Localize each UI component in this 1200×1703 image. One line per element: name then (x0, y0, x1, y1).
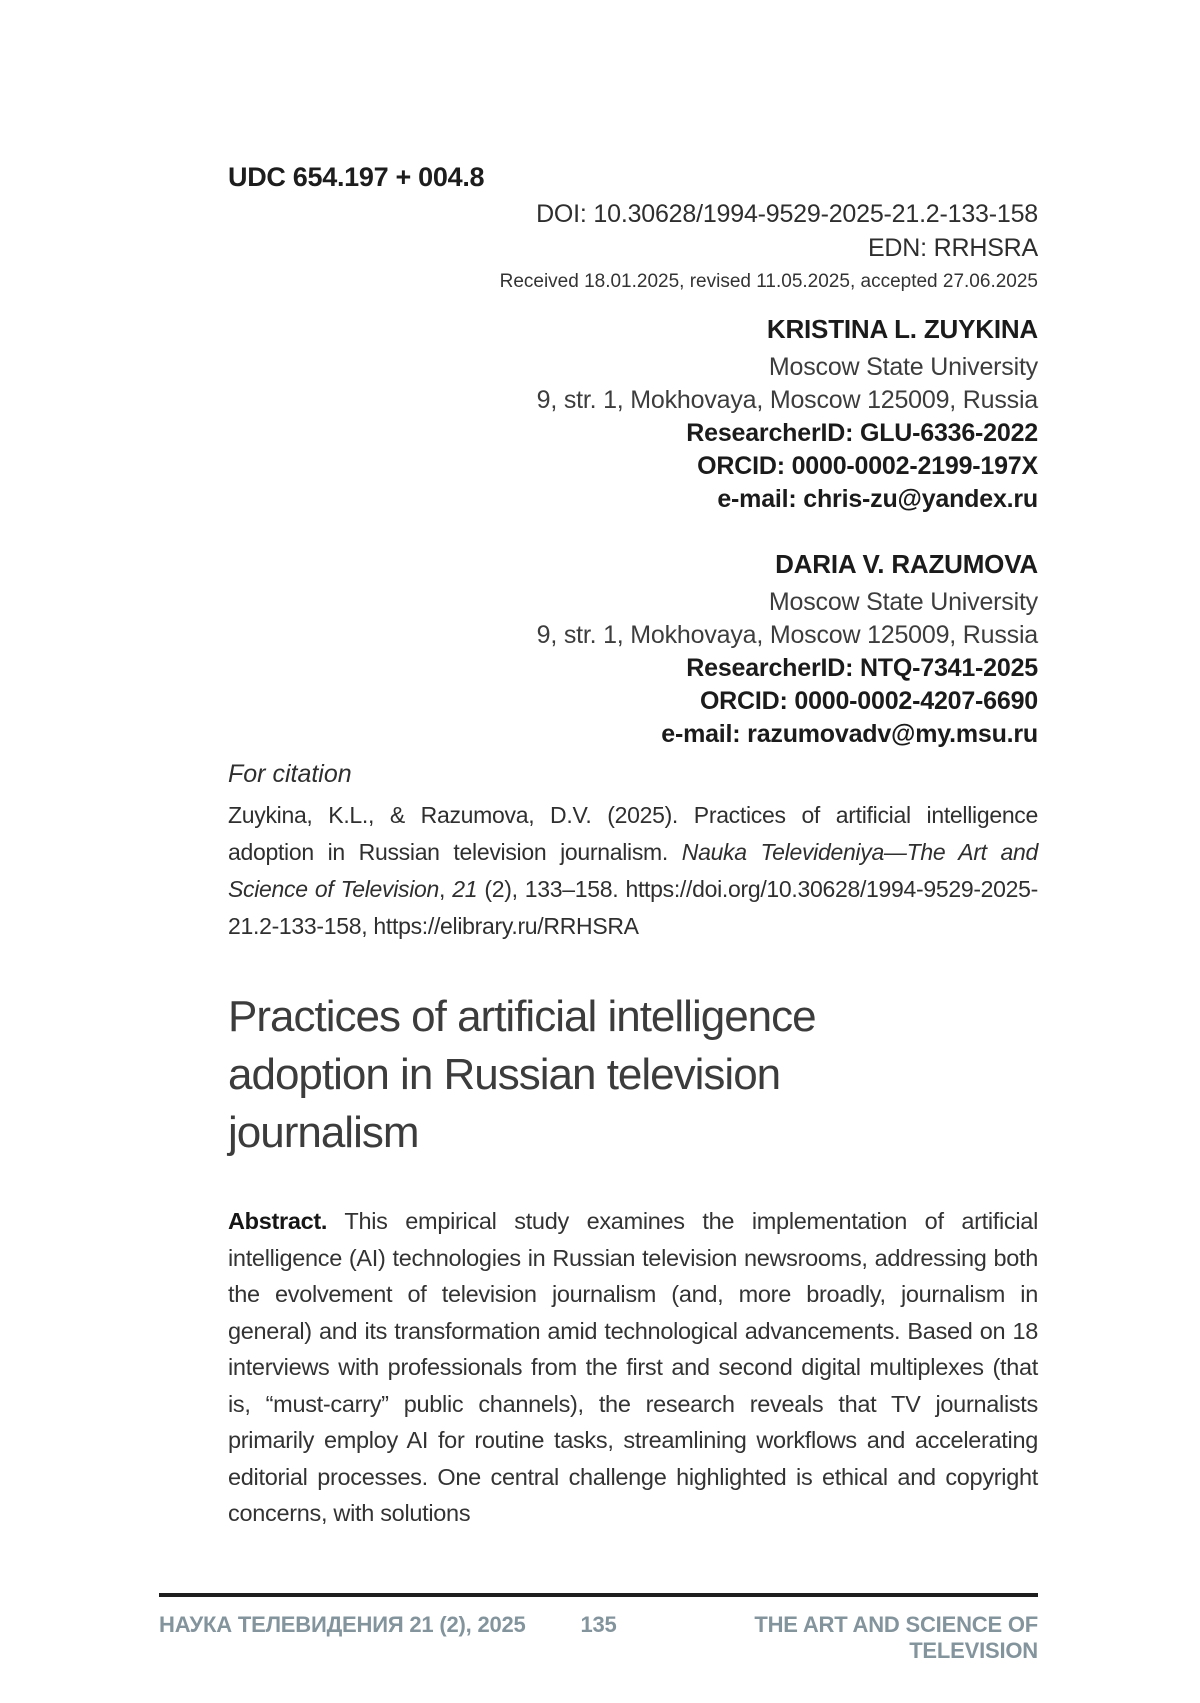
author-email: e-mail: chris-zu@yandex.ru (717, 485, 1038, 513)
journal-title-en: THE ART AND SCIENCE OF TELEVISION (754, 1612, 1038, 1663)
author-address: 9, str. 1, Mokhovaya, Moscow 125009, Russia (536, 621, 1038, 649)
citation-text: , (439, 876, 453, 902)
citation-journal-italic: Nauka Televideniya—The Art and Science of Television (228, 839, 1039, 902)
author-address: 9, str. 1, Mokhovaya, Moscow 125009, Russia (536, 386, 1038, 414)
citation-text: (2), 133–158. https://doi.org/10.30628/1994-9529-2025-21.2-133-158, https://elibrary.ru/RRHSRA (228, 876, 1039, 939)
author-name: DARIA V. RAZUMOVA (775, 549, 1038, 579)
author-researcher-id: ResearcherID: GLU-6336-2022 (686, 419, 1038, 447)
article-title (228, 988, 1058, 1162)
author-email: e-mail: razumovadv@my.msu.ru (661, 720, 1038, 748)
citation-paragraph (228, 797, 1038, 945)
abstract-paragraph (228, 1203, 1038, 1532)
author-block-2 (537, 547, 1038, 751)
article-meta (500, 197, 1038, 296)
page-footer (159, 1612, 1038, 1664)
author-orcid: ORCID: 0000-0002-2199-197X (697, 452, 1038, 480)
author-name: KRISTINA L. ZUYKINA (766, 314, 1038, 344)
article-title-line: journalism (228, 1108, 419, 1157)
journal-title-ru: НАУКА ТЕЛЕВИДЕНИЯ 21 (2), 2025 (159, 1612, 526, 1637)
abstract-label: Abstract. (228, 1208, 328, 1234)
edn-line: EDN: RRHSRA (867, 234, 1038, 262)
udc-number: UDC 654.197 + 004.8 (228, 162, 485, 192)
doi-line: DOI: 10.30628/1994-9529-2025-21.2-133-158 (536, 200, 1038, 228)
abstract-text: This empirical study examines the implementation of artificial intelligence (AI) technologies in Russian television newsrooms, addressing both the evolvement of television journalism (and, more broadly, journalism in general) and its transformation amid technological advancements. Based on 18 interviews with professionals from the first and second digital multiplexes (that is, “must-carry” public channels), the research reveals that TV journalists primarily employ AI for routine tasks, streamlining workflows and accelerating editorial processes. One central challenge highlighted is ethical and copyright concerns, with solutions (228, 1208, 1038, 1526)
author-researcher-id: ResearcherID: NTQ-7341-2025 (686, 654, 1038, 682)
citation-text: Zuykina, K.L., & Razumova, D.V. (2025). Practices of artificial intelligence adoption in Russian television journalism. (228, 802, 1038, 865)
author-orcid: ORCID: 0000-0002-4207-6690 (699, 687, 1038, 715)
article-title-line: Practices of artificial intelligence (228, 992, 816, 1041)
footer-rule (159, 1593, 1038, 1597)
page-number: 135 (580, 1612, 617, 1637)
author-affiliation: Moscow State University (768, 588, 1038, 616)
for-citation-label: For citation (228, 760, 352, 788)
citation-volume-italic: 21 (452, 876, 478, 902)
received-dates: Received 18.01.2025, revised 11.05.2025, accepted 27.06.2025 (499, 271, 1038, 292)
article-title-line: adoption in Russian television (228, 1050, 781, 1099)
author-affiliation: Moscow State University (768, 353, 1038, 381)
author-block-1 (537, 312, 1038, 516)
